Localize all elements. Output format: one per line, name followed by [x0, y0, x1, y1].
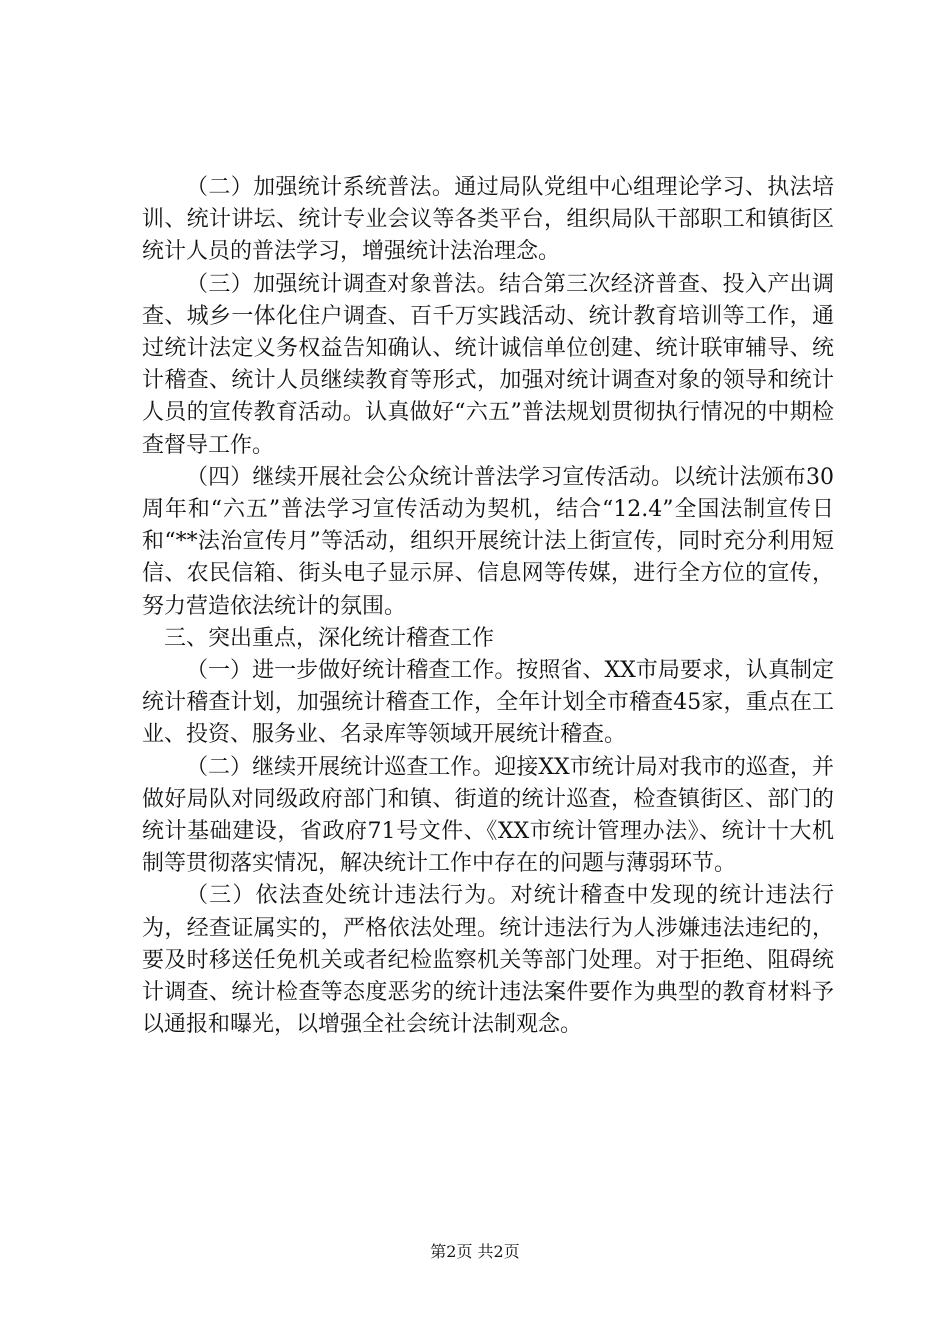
paragraph-4: （四）继续开展社会公众统计普法学习宣传活动。以统计法颁布30周年和“六五”普法学习宣传活动为契机，结合“12.4”全国法制宣传日和“**法治宣传月”等活动，组织开展统计法上街宣传，同时充分利用短信、农民信箱、街头电子显示屏、信息网等传媒，进行全方位的宣传，努力营造依法统计的氛围。 [142, 464, 834, 619]
paragraph-section3-3: （三）依法查处统计违法行为。对统计稽查中发现的统计违法行为，经查证属实的，严格依法处理。统计违法行为人涉嫌违法违纪的，要及时移送任免机关或者纪检监察机关等部门处理。对于拒绝、阻碍统计调查、统计检查等态度恶劣的统计违法案件要作为典型的教育材料予以通报和曝光，以增强全社会统计法制观念。 [142, 883, 834, 1038]
paragraph-section3-1: （一）进一步做好统计稽查工作。按照省、XX市局要求，认真制定统计稽查计划，加强统计稽查工作，全年计划全市稽查45家，重点在工业、投资、服务业、名录库等领域开展统计稽查。 [142, 658, 834, 748]
page-number-footer: 第2页 共2页 [430, 1242, 520, 1261]
paragraph-3: （三）加强统计调查对象普法。结合第三次经济普查、投入产出调查、城乡一体化住户调查、百千万实践活动、统计教育培训等工作，通过统计法定义务权益告知确认、统计诚信单位创建、统计联审辅导、统计稽查、统计人员继续教育等形式，加强对统计调查对象的领导和统计人员的宣传教育活动。认真做好“六五”普法规划贯彻执行情况的中期检查督导工作。 [142, 271, 834, 458]
paragraph-2: （二）加强统计系统普法。通过局队党组中心组理论学习、执法培训、统计讲坛、统计专业会议等各类平台，组织局队干部职工和镇街区统计人员的普法学习，增强统计法治理念。 [142, 175, 834, 265]
document-body [142, 172, 834, 1041]
section-heading-3: 三、突出重点，深化统计稽查工作 [164, 625, 495, 651]
paragraph-section3-2: （二）继续开展统计巡查工作。迎接XX市统计局对我市的巡查，并做好局队对同级政府部门和镇、街道的统计巡查，检查镇街区、部门的统计基础建设，省政府71号文件、《XX市统计管理办法》、统计十大机制等贯彻落实情况，解决统计工作中存在的问题与薄弱环节。 [142, 754, 834, 877]
